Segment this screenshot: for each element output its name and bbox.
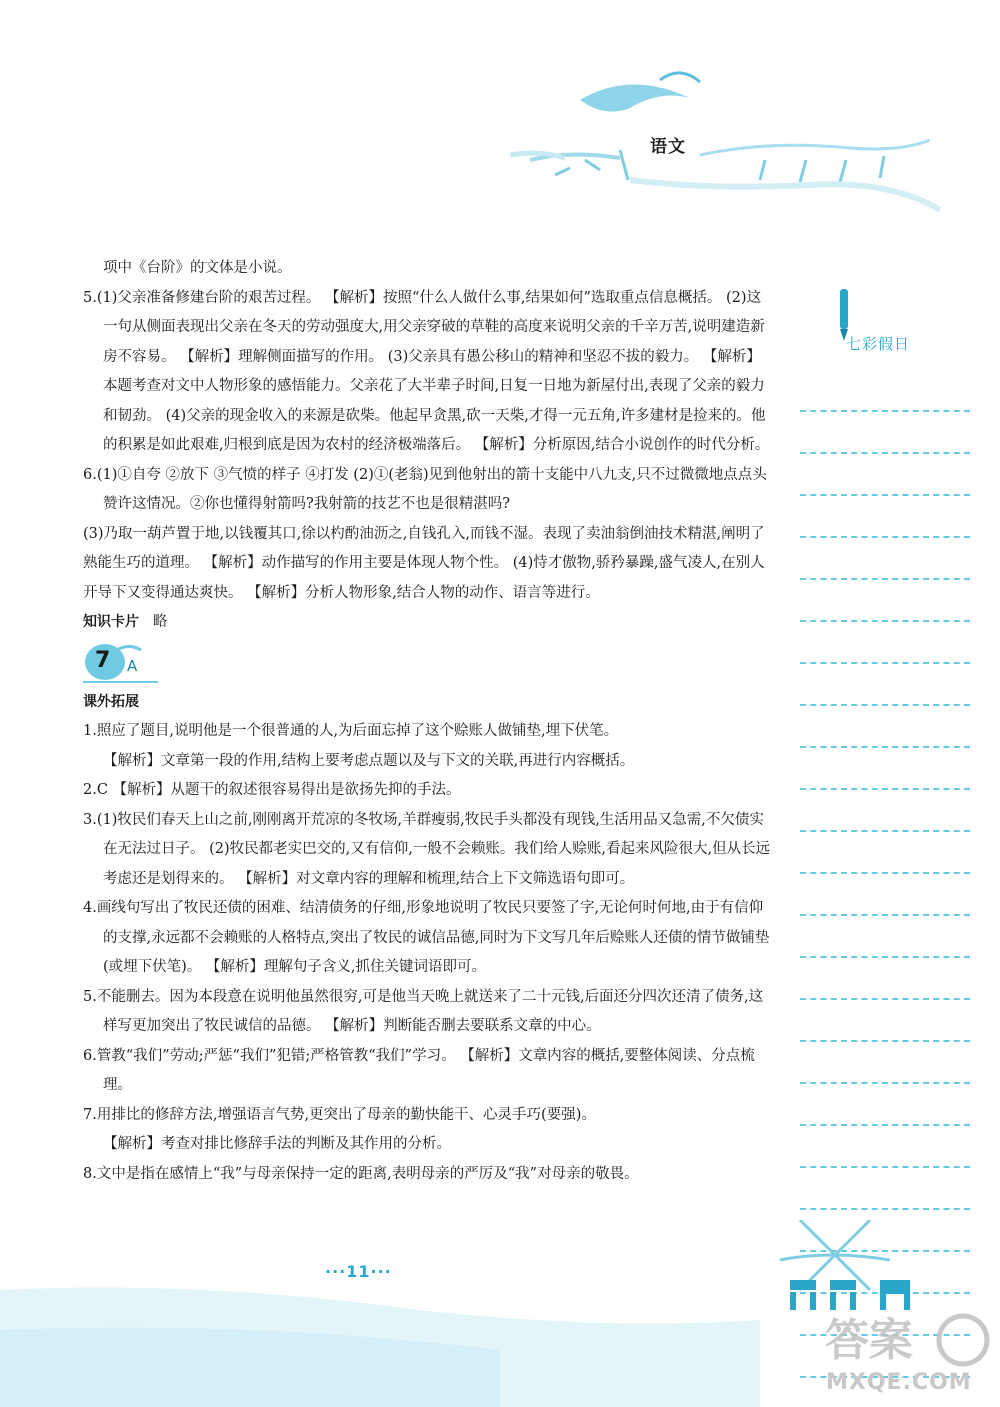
note-line	[800, 958, 970, 1000]
note-line	[800, 412, 970, 454]
answer-item: 5.不能删去。因为本段意在说明他虽然很穷,可是他当天晚上就送来了二十元钱,后面还分四次还清了债务,这样写更加突出了牧民诚信的品德。 【解析】判断能否删去要联系文章的中心。	[83, 988, 764, 1034]
note-line	[800, 748, 970, 790]
note-line	[800, 454, 970, 496]
page-number: ···11···	[325, 1262, 392, 1281]
answer-item: 6.管教“我们”劳动;严惩“我们”犯错;严格管教“我们”学习。 【解析】文章内容的概括,要整体阅读、分点梳理。	[83, 1047, 755, 1093]
svg-text:答案: 答案	[825, 1315, 913, 1366]
note-line	[800, 1000, 970, 1042]
text-line: 项中《台阶》的文体是小说。	[103, 260, 292, 276]
note-line	[800, 706, 970, 748]
note-line	[800, 1042, 970, 1084]
answer-item: 7.用排比的修辞方法,增强语言气势,更突出了母亲的勤快能干、心灵手巧(要强)。	[83, 1106, 596, 1123]
lesson-badge	[83, 638, 773, 688]
answer-content	[83, 254, 773, 1189]
note-line	[800, 832, 970, 874]
note-line	[800, 1168, 970, 1210]
section-knowledge-card	[83, 608, 773, 638]
answer-item-6: 6.(1)①自夸 ②放下 ③气愤的样子 ④打发 (2)①(老翁)见到他射出的箭十支能中八九支,只不过微微地点点头赞许这情况。②你也懂得射箭吗?我射箭的技艺不也是很精湛吗?	[83, 466, 767, 512]
note-line	[800, 664, 970, 706]
subject-label: 语文	[650, 137, 686, 157]
note-line	[800, 1084, 970, 1126]
section-extension: 课外拓展	[83, 693, 139, 710]
answer-analysis: 【解析】文章第一段的作用,结构上要考虑点题以及与下文的关联,再进行内容概括。	[103, 752, 635, 769]
answer-item: 8.文中是指在感情上“我”与母亲保持一定的距离,表明母亲的严厉及“我”对母亲的敬畏。	[83, 1165, 639, 1182]
sidebar-title: 七彩假日	[846, 335, 911, 353]
answer-item: 3.(1)牧民们春天上山之前,刚刚离开荒凉的冬牧场,羊群瘦弱,牧民手头都没有现钱,生活用品又急需,不欠债实在无法过日子。 (2)牧民都老实巴交的,又有信仰,一般不会赖账。我们给人赊账,看起来风险很大,但从长远考虑还是划得来的。 【解析】对文章内容的理解和梳理,结合上下文筛选语句即可。	[83, 811, 771, 887]
watermark-text: MXQE.COM	[826, 1370, 972, 1395]
note-line	[800, 1126, 970, 1168]
answer-item: 2.C 【解析】从题干的叙述很容易得出是欲扬先抑的手法。	[83, 782, 461, 798]
note-line	[800, 790, 970, 832]
answer-item: 4.画线句写出了牧民还债的困难、结清债务的仔细,形象地说明了牧民只要签了字,无论何时何地,由于有信仰的支撑,永远都不会赖账的人格特点,突出了牧民的诚信品德,同时为下文写几年后赊账人还债的情节做铺垫(或埋下伏笔)。 【解析】理解句子含义,抓住关键词语即可。	[83, 900, 770, 975]
header-decoration	[510, 60, 950, 230]
badge-letter: A	[127, 656, 138, 675]
answer-item: 1.照应了题目,说明他是一个很普通的人,为后面忘掉了这个赊账人做铺垫,埋下伏笔。	[83, 723, 619, 739]
note-line	[800, 370, 970, 412]
badge-number: 7	[95, 647, 111, 673]
answer-analysis: 【解析】考查对排比修辞手法的判断及其作用的分析。	[103, 1136, 451, 1152]
note-line	[800, 622, 970, 664]
note-line	[800, 496, 970, 538]
note-line	[800, 916, 970, 958]
note-line	[800, 874, 970, 916]
answer-item-6-cont: (3)乃取一葫芦置于地,以钱覆其口,徐以杓酌油沥之,自钱孔入,而钱不湿。表现了卖油翁倒油技术精湛,阐明了熟能生巧的道理。 【解析】动作描写的作用主要是体现人物个性。 (4)恃才傲物,骄矜暴躁,盛气凌人,在别人开导下又变得通达爽快。 【解析】分析人物形象,结合人物的动作、语言等进行。	[83, 525, 765, 601]
note-line	[800, 538, 970, 580]
section-label: 知识卡片	[83, 614, 139, 630]
answer-item-5: 5.(1)父亲准备修建台阶的艰苦过程。 【解析】按照“什么人做什么事,结果如何”选取重点信息概括。 (2)这一句从侧面表现出父亲在冬天的劳动强度大,用父亲穿破的草鞋的高度来说明父亲的千辛万苦,说明建造新房不容易。 【解析】理解侧面描写的作用。 (3)父亲具有愚公移山的精神和坚忍不拔的毅力。 【解析】本题考查对文中人物形象的感悟能力。父亲花了大半辈子时间,日复一日地为新屋付出,表现了父亲的毅力和韧劲。 (4)父亲的现金收入的来源是砍柴。他起早贪黑,砍一天柴,才得一元五角,许多建材是捡来的。他的积累是如此艰难,归根到底是因为农村的经济极端落后。 【解析】分析原因,结合小说创作的时代分析。	[83, 289, 770, 453]
note-line	[800, 580, 970, 622]
section-value: 略	[152, 614, 168, 630]
